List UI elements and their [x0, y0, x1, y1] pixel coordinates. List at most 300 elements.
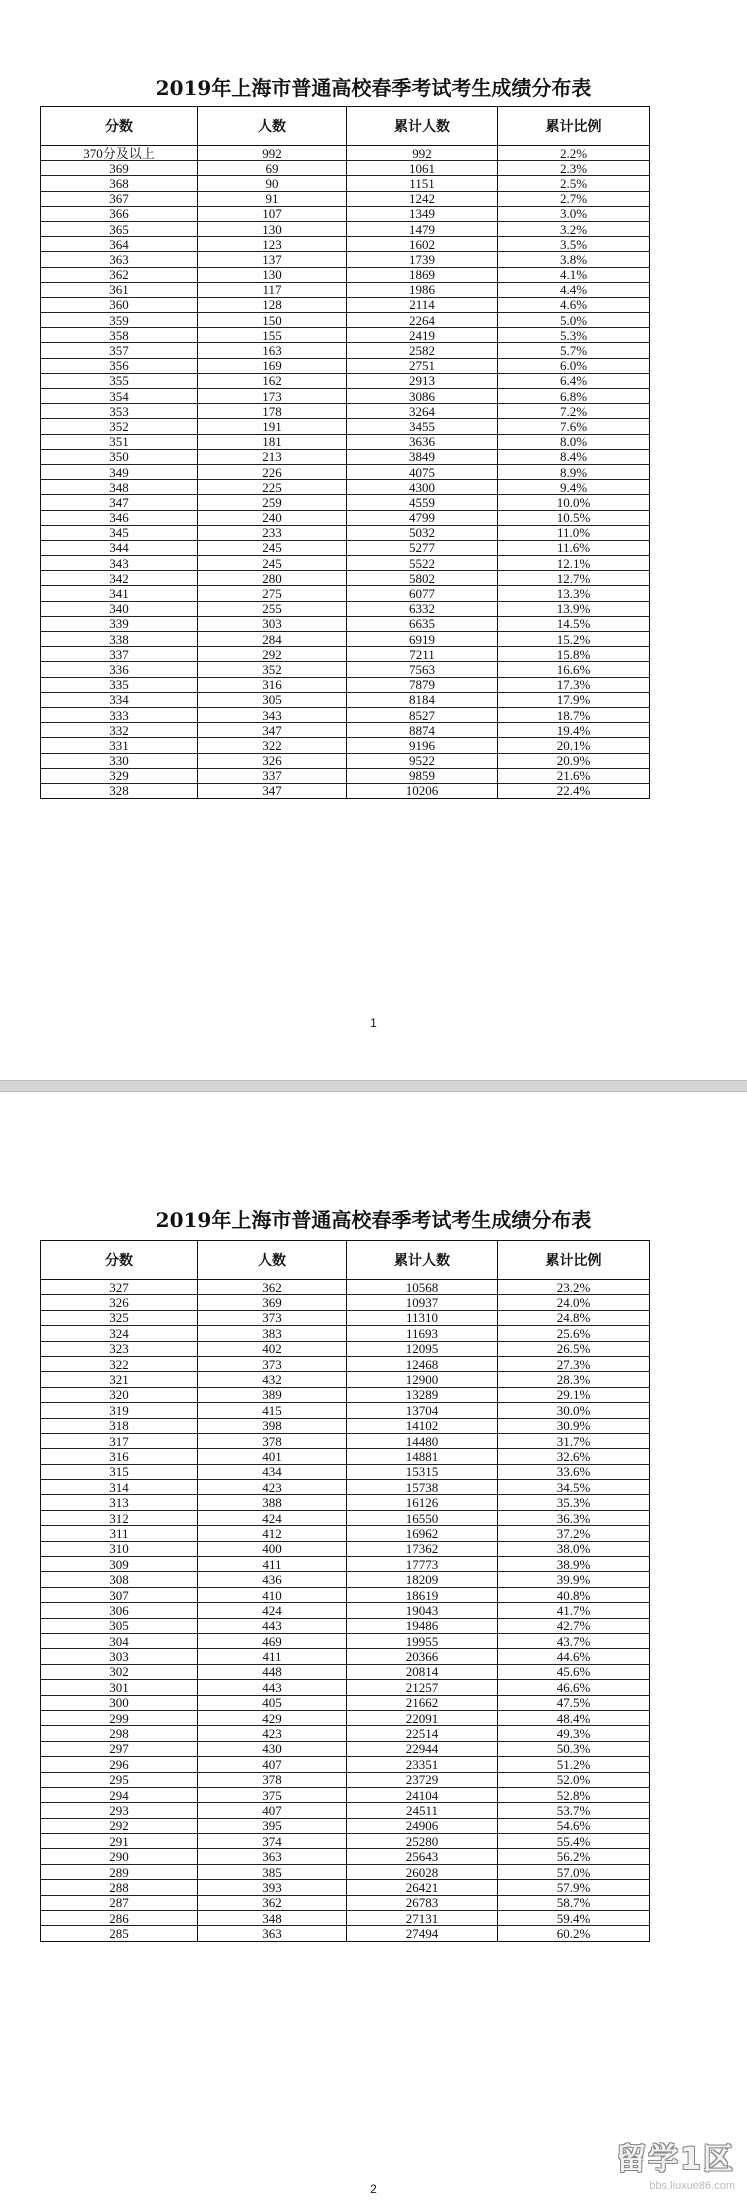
cell-count: 107 — [198, 206, 347, 221]
cell-cumulative-ratio: 10.0% — [498, 495, 650, 510]
cell-cumulative-ratio: 27.3% — [498, 1356, 650, 1371]
table-row — [41, 1633, 650, 1648]
cell-cumulative-count: 26783 — [347, 1895, 498, 1910]
cell-count: 362 — [198, 1895, 347, 1910]
table-row — [41, 1587, 650, 1602]
cell-score: 356 — [41, 358, 198, 373]
cell-count: 375 — [198, 1787, 347, 1802]
cell-count: 443 — [198, 1680, 347, 1695]
cell-cumulative-ratio: 40.8% — [498, 1587, 650, 1602]
cell-count: 326 — [198, 753, 347, 768]
table-row — [41, 1449, 650, 1464]
cell-count: 348 — [198, 1911, 347, 1926]
cell-score: 354 — [41, 389, 198, 404]
cell-cumulative-count: 20366 — [347, 1649, 498, 1664]
cell-count: 316 — [198, 677, 347, 692]
cell-cumulative-ratio: 8.0% — [498, 434, 650, 449]
cell-cumulative-ratio: 47.5% — [498, 1695, 650, 1710]
cell-cumulative-count: 10206 — [347, 783, 498, 798]
cell-score: 287 — [41, 1895, 198, 1910]
cell-count: 443 — [198, 1618, 347, 1633]
table-row — [41, 313, 650, 328]
table-row — [41, 1787, 650, 1802]
cell-count: 178 — [198, 404, 347, 419]
cell-cumulative-ratio: 13.9% — [498, 601, 650, 616]
cell-cumulative-count: 23729 — [347, 1772, 498, 1787]
cell-cumulative-ratio: 42.7% — [498, 1618, 650, 1633]
cell-count: 424 — [198, 1510, 347, 1525]
cell-score: 290 — [41, 1849, 198, 1864]
table-row — [41, 768, 650, 783]
table-row — [41, 525, 650, 540]
cell-cumulative-ratio: 12.7% — [498, 571, 650, 586]
cell-count: 469 — [198, 1633, 347, 1648]
cell-cumulative-count: 3849 — [347, 449, 498, 464]
cell-score: 316 — [41, 1449, 198, 1464]
cell-cumulative-ratio: 24.8% — [498, 1310, 650, 1325]
cell-score: 295 — [41, 1772, 198, 1787]
table-row — [41, 1480, 650, 1495]
cell-score: 334 — [41, 692, 198, 707]
cell-cumulative-count: 1869 — [347, 267, 498, 282]
cell-count: 434 — [198, 1464, 347, 1479]
cell-score: 335 — [41, 677, 198, 692]
cell-count: 117 — [198, 282, 347, 297]
watermark-logo: 留学1区 — [616, 2142, 735, 2177]
cell-count: 255 — [198, 601, 347, 616]
cell-cumulative-count: 2751 — [347, 358, 498, 373]
cell-cumulative-count: 24906 — [347, 1818, 498, 1833]
cell-count: 343 — [198, 707, 347, 722]
cell-cumulative-count: 2114 — [347, 297, 498, 312]
table-row — [41, 692, 650, 707]
table-row — [41, 1803, 650, 1818]
table-row — [41, 1356, 650, 1371]
cell-cumulative-count: 16550 — [347, 1510, 498, 1525]
cell-cumulative-count: 18209 — [347, 1572, 498, 1587]
table-row — [41, 616, 650, 631]
cell-cumulative-count: 19043 — [347, 1603, 498, 1618]
header-count: 人数 — [198, 107, 347, 146]
cell-score: 306 — [41, 1603, 198, 1618]
cell-cumulative-ratio: 4.6% — [498, 297, 650, 312]
cell-cumulative-ratio: 30.9% — [498, 1418, 650, 1433]
table-row — [41, 1741, 650, 1756]
cell-score: 309 — [41, 1557, 198, 1572]
cell-cumulative-ratio: 22.4% — [498, 783, 650, 798]
table-row — [41, 723, 650, 738]
cell-count: 393 — [198, 1880, 347, 1895]
cell-cumulative-count: 15315 — [347, 1464, 498, 1479]
cell-count: 423 — [198, 1480, 347, 1495]
cell-score: 294 — [41, 1787, 198, 1802]
table-row — [41, 738, 650, 753]
cell-cumulative-count: 27494 — [347, 1926, 498, 1941]
cell-score: 292 — [41, 1818, 198, 1833]
cell-count: 233 — [198, 525, 347, 540]
cell-cumulative-ratio: 8.9% — [498, 464, 650, 479]
table-row — [41, 1726, 650, 1741]
cell-score: 341 — [41, 586, 198, 601]
table-row — [41, 677, 650, 692]
cell-score: 365 — [41, 221, 198, 236]
cell-cumulative-ratio: 6.8% — [498, 389, 650, 404]
cell-cumulative-ratio: 57.9% — [498, 1880, 650, 1895]
page-title: 2019年上海市普通高校春季考试考生成绩分布表 — [155, 76, 592, 100]
cell-cumulative-ratio: 60.2% — [498, 1926, 650, 1941]
table-row — [41, 556, 650, 571]
cell-score: 368 — [41, 176, 198, 191]
cell-count: 369 — [198, 1295, 347, 1310]
cell-cumulative-count: 4799 — [347, 510, 498, 525]
table-row — [41, 753, 650, 768]
cell-cumulative-count: 9196 — [347, 738, 498, 753]
cell-cumulative-ratio: 21.6% — [498, 768, 650, 783]
cell-count: 412 — [198, 1526, 347, 1541]
cell-cumulative-ratio: 26.5% — [498, 1341, 650, 1356]
cell-cumulative-ratio: 19.4% — [498, 723, 650, 738]
cell-score: 319 — [41, 1403, 198, 1418]
table-row — [41, 1403, 650, 1418]
cell-cumulative-ratio: 2.5% — [498, 176, 650, 191]
header-cumulative-ratio: 累计比例 — [498, 107, 650, 146]
cell-cumulative-count: 10568 — [347, 1280, 498, 1295]
cell-count: 385 — [198, 1864, 347, 1879]
cell-count: 130 — [198, 221, 347, 236]
cell-cumulative-count: 12095 — [347, 1341, 498, 1356]
cell-count: 362 — [198, 1280, 347, 1295]
cell-score: 353 — [41, 404, 198, 419]
cell-score: 352 — [41, 419, 198, 434]
cell-score: 310 — [41, 1541, 198, 1556]
cell-count: 373 — [198, 1356, 347, 1371]
table-row — [41, 252, 650, 267]
cell-cumulative-count: 22514 — [347, 1726, 498, 1741]
cell-count: 226 — [198, 464, 347, 479]
table-row — [41, 1510, 650, 1525]
cell-cumulative-ratio: 11.0% — [498, 525, 650, 540]
cell-cumulative-count: 6332 — [347, 601, 498, 616]
table-row — [41, 358, 650, 373]
cell-cumulative-ratio: 43.7% — [498, 1633, 650, 1648]
cell-score: 367 — [41, 191, 198, 206]
cell-cumulative-count: 4559 — [347, 495, 498, 510]
cell-count: 383 — [198, 1326, 347, 1341]
table-row — [41, 1834, 650, 1849]
page-number: 1 — [370, 1016, 377, 1030]
table-row — [41, 1341, 650, 1356]
cell-cumulative-ratio: 7.2% — [498, 404, 650, 419]
table-row — [41, 1541, 650, 1556]
cell-count: 363 — [198, 1926, 347, 1941]
cell-score: 328 — [41, 783, 198, 798]
cell-cumulative-ratio: 37.2% — [498, 1526, 650, 1541]
table-row — [41, 1295, 650, 1310]
table-header-row — [41, 1241, 650, 1280]
cell-cumulative-ratio: 30.0% — [498, 1403, 650, 1418]
cell-score: 329 — [41, 768, 198, 783]
table-row — [41, 632, 650, 647]
table-row — [41, 297, 650, 312]
cell-cumulative-count: 25280 — [347, 1834, 498, 1849]
cell-score: 307 — [41, 1587, 198, 1602]
cell-score: 345 — [41, 525, 198, 540]
table-row — [41, 343, 650, 358]
cell-cumulative-ratio: 57.0% — [498, 1864, 650, 1879]
table-row — [41, 1757, 650, 1772]
table-row — [41, 1433, 650, 1448]
cell-score: 318 — [41, 1418, 198, 1433]
table-row — [41, 1695, 650, 1710]
cell-cumulative-count: 17362 — [347, 1541, 498, 1556]
cell-score: 363 — [41, 252, 198, 267]
table-row — [41, 1911, 650, 1926]
cell-count: 448 — [198, 1664, 347, 1679]
table-row — [41, 389, 650, 404]
cell-count: 374 — [198, 1834, 347, 1849]
table-row — [41, 1326, 650, 1341]
cell-score: 320 — [41, 1387, 198, 1402]
cell-cumulative-ratio: 15.2% — [498, 632, 650, 647]
cell-count: 389 — [198, 1387, 347, 1402]
cell-cumulative-ratio: 53.7% — [498, 1803, 650, 1818]
cell-cumulative-count: 7211 — [347, 647, 498, 662]
cell-cumulative-ratio: 49.3% — [498, 1726, 650, 1741]
table-row — [41, 1649, 650, 1664]
cell-cumulative-ratio: 5.7% — [498, 343, 650, 358]
cell-cumulative-count: 1986 — [347, 282, 498, 297]
cell-score: 366 — [41, 206, 198, 221]
table-row — [41, 1464, 650, 1479]
cell-count: 245 — [198, 556, 347, 571]
table-row — [41, 571, 650, 586]
table-row — [41, 662, 650, 677]
cell-score: 331 — [41, 738, 198, 753]
cell-cumulative-count: 4075 — [347, 464, 498, 479]
header-score: 分数 — [41, 1241, 198, 1280]
table-row — [41, 586, 650, 601]
table-body — [41, 146, 650, 799]
cell-count: 240 — [198, 510, 347, 525]
cell-count: 284 — [198, 632, 347, 647]
cell-score: 337 — [41, 647, 198, 662]
table-row — [41, 783, 650, 798]
cell-count: 245 — [198, 540, 347, 555]
cell-cumulative-count: 14102 — [347, 1418, 498, 1433]
cell-score: 296 — [41, 1757, 198, 1772]
cell-cumulative-count: 992 — [347, 146, 498, 161]
cell-cumulative-count: 9522 — [347, 753, 498, 768]
cell-count: 305 — [198, 692, 347, 707]
cell-score: 325 — [41, 1310, 198, 1325]
cell-cumulative-ratio: 54.6% — [498, 1818, 650, 1833]
cell-count: 430 — [198, 1741, 347, 1756]
cell-count: 407 — [198, 1757, 347, 1772]
cell-count: 405 — [198, 1695, 347, 1710]
cell-cumulative-count: 2264 — [347, 313, 498, 328]
cell-cumulative-ratio: 3.0% — [498, 206, 650, 221]
cell-cumulative-count: 8874 — [347, 723, 498, 738]
cell-score: 350 — [41, 449, 198, 464]
document-page-2 — [0, 1092, 747, 2210]
table-row — [41, 1849, 650, 1864]
cell-cumulative-ratio: 12.1% — [498, 556, 650, 571]
cell-score: 360 — [41, 297, 198, 312]
table-header-row — [41, 107, 650, 146]
cell-cumulative-ratio: 2.3% — [498, 161, 650, 176]
table-row — [41, 267, 650, 282]
table-row — [41, 161, 650, 176]
cell-count: 259 — [198, 495, 347, 510]
cell-score: 336 — [41, 662, 198, 677]
score-distribution-table — [40, 106, 650, 799]
cell-score: 340 — [41, 601, 198, 616]
cell-count: 280 — [198, 571, 347, 586]
table-row — [41, 540, 650, 555]
cell-cumulative-count: 5032 — [347, 525, 498, 540]
cell-score: 370分及以上 — [41, 146, 198, 161]
cell-cumulative-ratio: 32.6% — [498, 1449, 650, 1464]
cell-count: 130 — [198, 267, 347, 282]
cell-cumulative-ratio: 11.6% — [498, 540, 650, 555]
cell-cumulative-count: 22944 — [347, 1741, 498, 1756]
cell-cumulative-count: 13704 — [347, 1403, 498, 1418]
cell-score: 301 — [41, 1680, 198, 1695]
cell-cumulative-count: 7563 — [347, 662, 498, 677]
cell-score: 338 — [41, 632, 198, 647]
cell-count: 352 — [198, 662, 347, 677]
cell-cumulative-ratio: 17.3% — [498, 677, 650, 692]
cell-score: 308 — [41, 1572, 198, 1587]
cell-count: 436 — [198, 1572, 347, 1587]
cell-cumulative-count: 14480 — [347, 1433, 498, 1448]
cell-cumulative-ratio: 59.4% — [498, 1911, 650, 1926]
cell-cumulative-count: 19955 — [347, 1633, 498, 1648]
table-row — [41, 146, 650, 161]
header-cumulative-ratio: 累计比例 — [498, 1241, 650, 1280]
cell-cumulative-ratio: 44.6% — [498, 1649, 650, 1664]
cell-count: 150 — [198, 313, 347, 328]
table-row — [41, 1618, 650, 1633]
cell-cumulative-ratio: 48.4% — [498, 1710, 650, 1725]
cell-score: 312 — [41, 1510, 198, 1525]
cell-score: 330 — [41, 753, 198, 768]
cell-cumulative-ratio: 29.1% — [498, 1387, 650, 1402]
cell-cumulative-count: 4300 — [347, 480, 498, 495]
cell-score: 327 — [41, 1280, 198, 1295]
cell-cumulative-ratio: 13.3% — [498, 586, 650, 601]
cell-score: 361 — [41, 282, 198, 297]
cell-cumulative-ratio: 2.7% — [498, 191, 650, 206]
table-row — [41, 1926, 650, 1941]
score-distribution-table — [40, 1240, 650, 1942]
table-row — [41, 404, 650, 419]
cell-cumulative-ratio: 17.9% — [498, 692, 650, 707]
cell-count: 90 — [198, 176, 347, 191]
cell-cumulative-count: 3455 — [347, 419, 498, 434]
cell-count: 163 — [198, 343, 347, 358]
cell-count: 432 — [198, 1372, 347, 1387]
cell-cumulative-ratio: 18.7% — [498, 707, 650, 722]
cell-score: 303 — [41, 1649, 198, 1664]
table-row — [41, 1710, 650, 1725]
cell-cumulative-ratio: 14.5% — [498, 616, 650, 631]
cell-count: 292 — [198, 647, 347, 662]
cell-cumulative-count: 19486 — [347, 1618, 498, 1633]
cell-count: 400 — [198, 1541, 347, 1556]
cell-score: 288 — [41, 1880, 198, 1895]
cell-score: 324 — [41, 1326, 198, 1341]
cell-score: 298 — [41, 1726, 198, 1741]
cell-cumulative-count: 22091 — [347, 1710, 498, 1725]
table-row — [41, 419, 650, 434]
cell-count: 423 — [198, 1726, 347, 1741]
cell-cumulative-count: 16126 — [347, 1495, 498, 1510]
cell-count: 401 — [198, 1449, 347, 1464]
cell-cumulative-ratio: 24.0% — [498, 1295, 650, 1310]
cell-score: 315 — [41, 1464, 198, 1479]
cell-count: 213 — [198, 449, 347, 464]
cell-cumulative-ratio: 55.4% — [498, 1834, 650, 1849]
cell-count: 91 — [198, 191, 347, 206]
cell-count: 69 — [198, 161, 347, 176]
table-row — [41, 1880, 650, 1895]
cell-cumulative-count: 18619 — [347, 1587, 498, 1602]
cell-cumulative-count: 5277 — [347, 540, 498, 555]
cell-count: 137 — [198, 252, 347, 267]
cell-score: 355 — [41, 373, 198, 388]
cell-cumulative-count: 21662 — [347, 1695, 498, 1710]
table-row — [41, 191, 650, 206]
cell-count: 128 — [198, 297, 347, 312]
cell-cumulative-ratio: 5.0% — [498, 313, 650, 328]
cell-cumulative-count: 1151 — [347, 176, 498, 191]
cell-count: 123 — [198, 237, 347, 252]
cell-score: 369 — [41, 161, 198, 176]
page-separator — [0, 1080, 747, 1092]
cell-score: 311 — [41, 1526, 198, 1541]
cell-score: 300 — [41, 1695, 198, 1710]
cell-score: 362 — [41, 267, 198, 282]
cell-score: 293 — [41, 1803, 198, 1818]
table-row — [41, 1387, 650, 1402]
cell-score: 343 — [41, 556, 198, 571]
site-watermark — [616, 2134, 735, 2192]
cell-score: 291 — [41, 1834, 198, 1849]
header-count: 人数 — [198, 1241, 347, 1280]
table-row — [41, 1603, 650, 1618]
cell-cumulative-ratio: 45.6% — [498, 1664, 650, 1679]
cell-cumulative-ratio: 15.8% — [498, 647, 650, 662]
cell-score: 297 — [41, 1741, 198, 1756]
cell-count: 347 — [198, 723, 347, 738]
table-row — [41, 449, 650, 464]
cell-score: 339 — [41, 616, 198, 631]
table-row — [41, 1418, 650, 1433]
table-row — [41, 480, 650, 495]
cell-score: 289 — [41, 1864, 198, 1879]
table-row — [41, 1664, 650, 1679]
cell-cumulative-ratio: 4.1% — [498, 267, 650, 282]
table-row — [41, 221, 650, 236]
cell-score: 321 — [41, 1372, 198, 1387]
cell-cumulative-ratio: 38.9% — [498, 1557, 650, 1572]
watermark-url: bbs.liuxue86.com — [649, 2180, 735, 2192]
cell-cumulative-ratio: 20.9% — [498, 753, 650, 768]
cell-count: 395 — [198, 1818, 347, 1833]
cell-cumulative-count: 16962 — [347, 1526, 498, 1541]
cell-cumulative-ratio: 58.7% — [498, 1895, 650, 1910]
